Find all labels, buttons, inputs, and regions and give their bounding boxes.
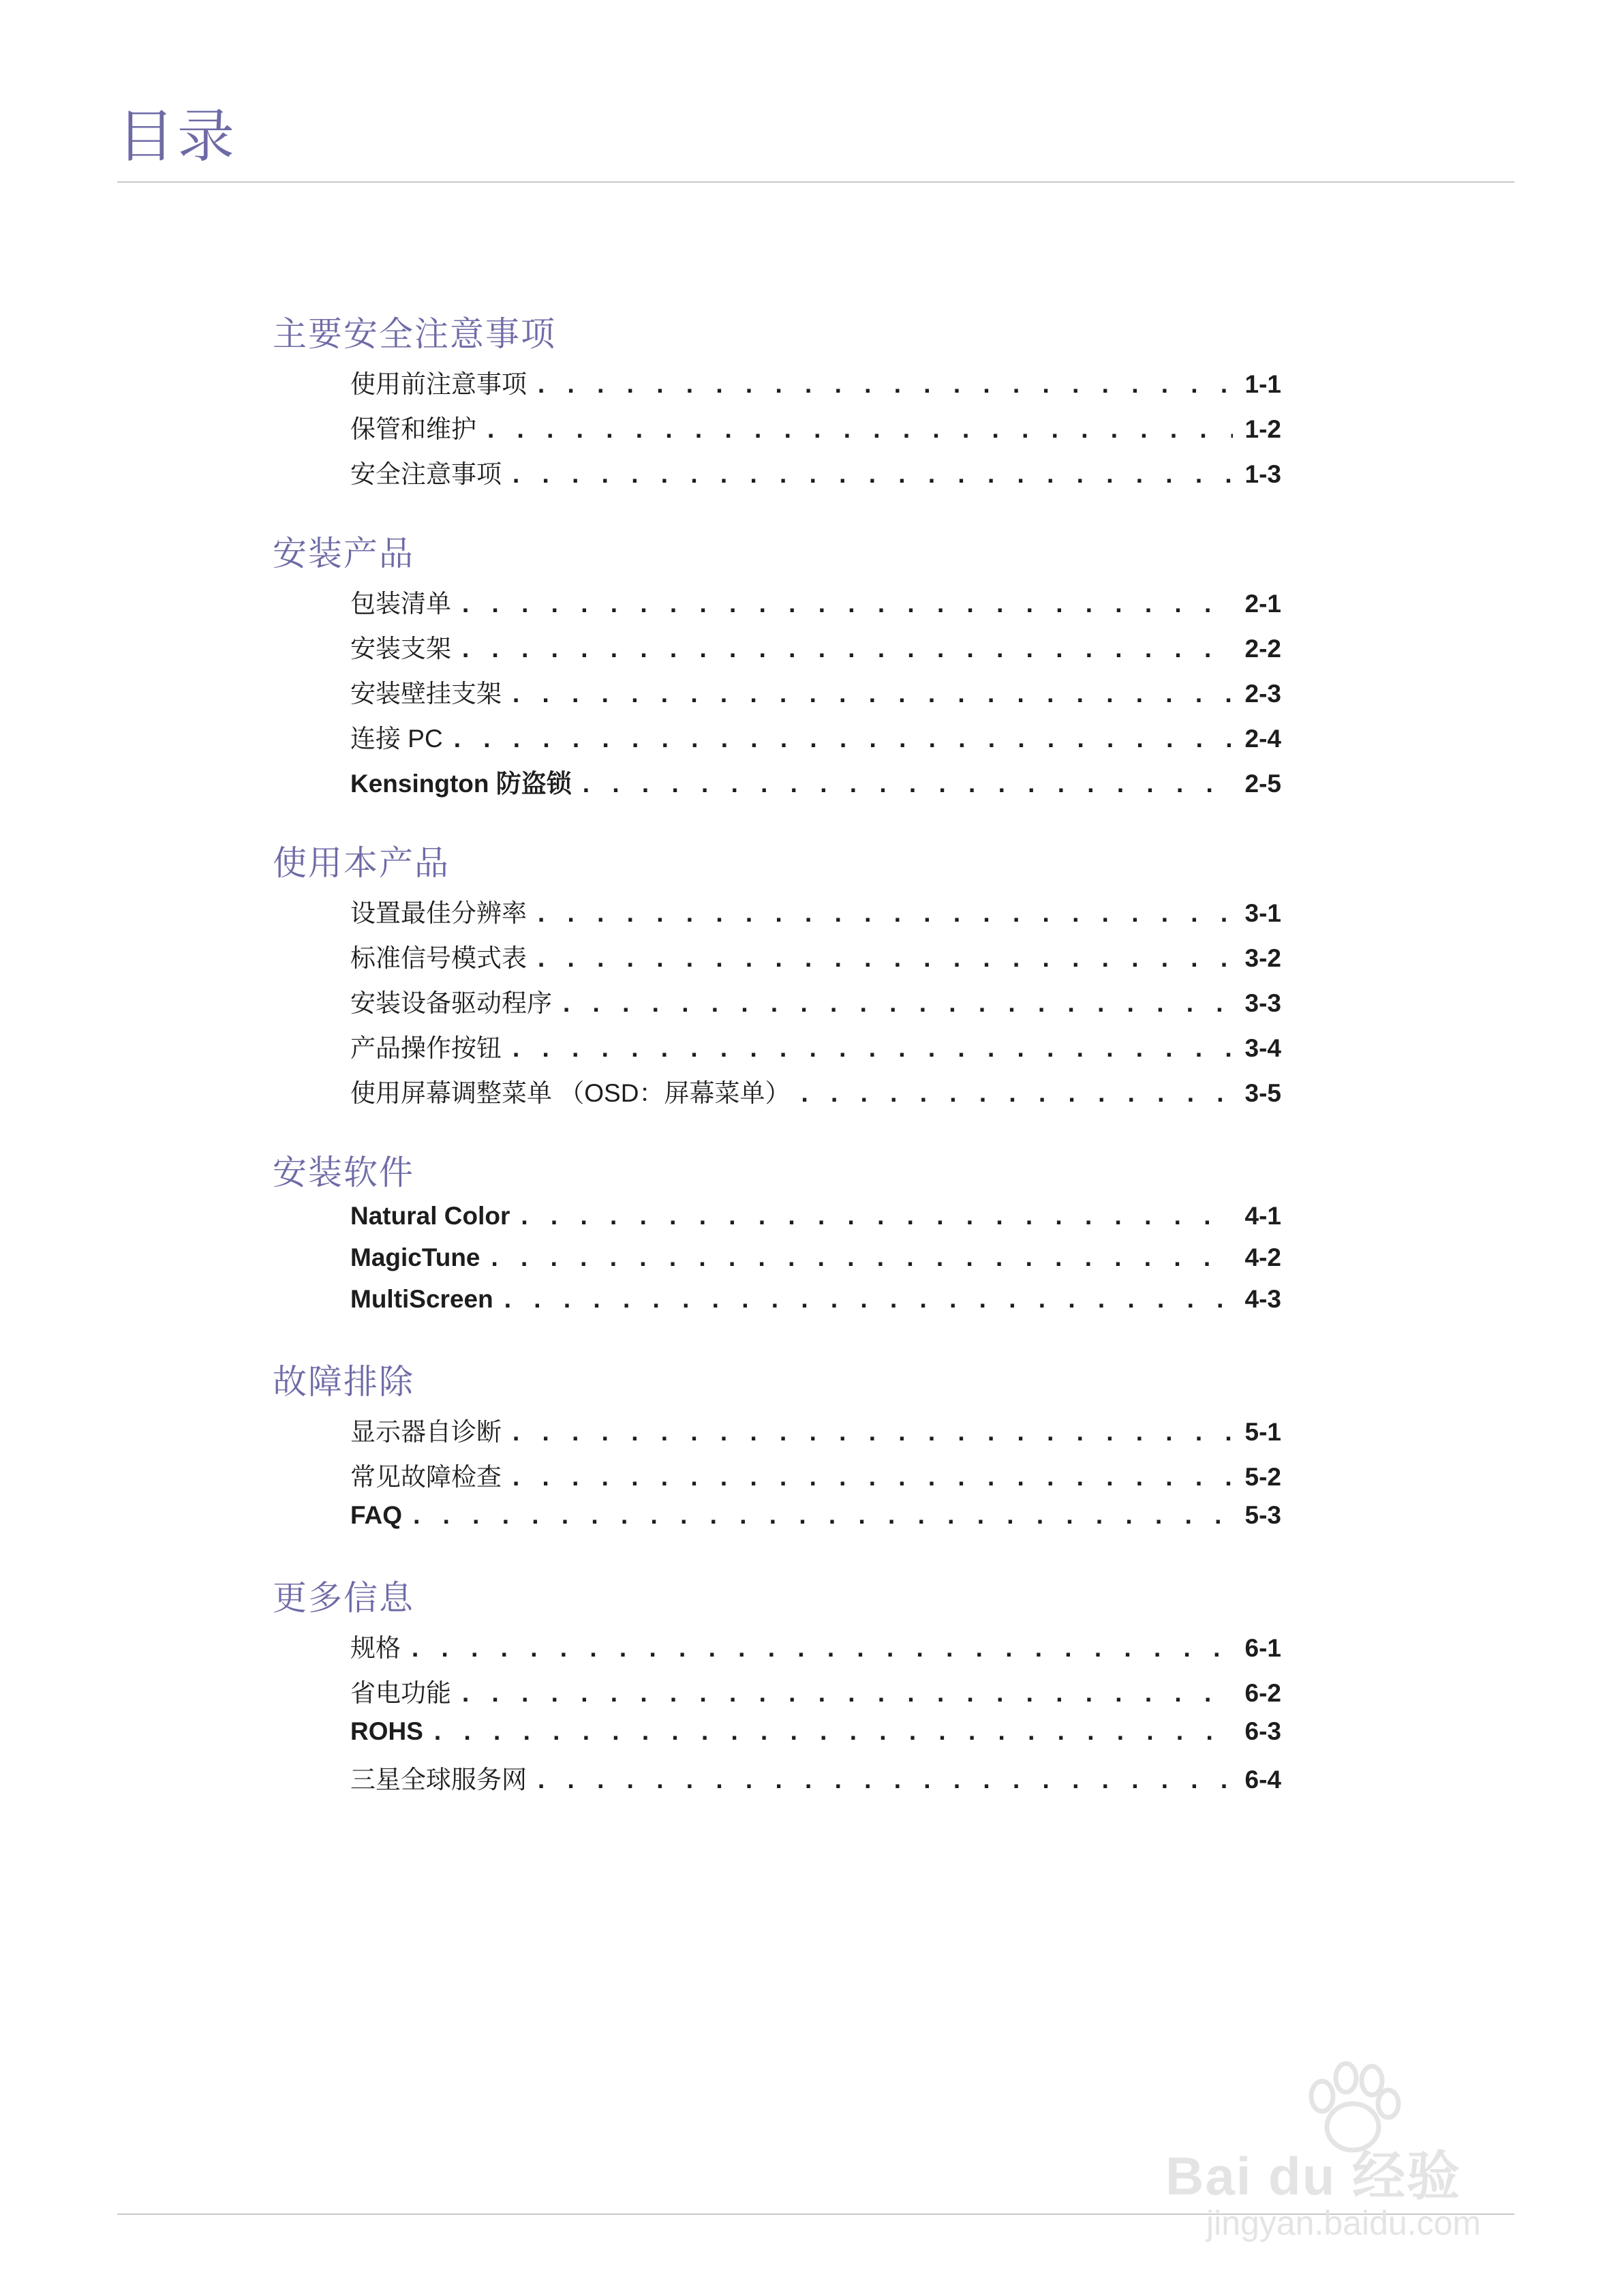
toc-page-number: 1-2	[1244, 415, 1281, 443]
toc-entry[interactable]	[350, 1501, 1281, 1543]
toc-entry[interactable]	[350, 1759, 1281, 1804]
dot-leader	[583, 770, 1233, 798]
toc-entry-label: 包装清单	[350, 590, 451, 618]
toc-entry[interactable]	[350, 1285, 1281, 1327]
toc-entry[interactable]	[350, 1672, 1281, 1717]
table-of-contents	[273, 310, 1281, 1835]
toc-page-number: 6-4	[1244, 1766, 1281, 1794]
dot-leader	[801, 1079, 1232, 1108]
dot-leader	[538, 899, 1233, 928]
dot-leader	[512, 1463, 1233, 1492]
toc-page-number: 2-4	[1244, 725, 1281, 753]
toc-page-number: 4-1	[1244, 1202, 1281, 1230]
toc-page-number: 3-5	[1244, 1079, 1281, 1107]
dot-leader	[512, 460, 1233, 489]
toc-page-number: 3-2	[1244, 944, 1281, 972]
dot-leader	[538, 370, 1233, 399]
dot-leader	[563, 989, 1233, 1018]
watermark-brand: Bai du 经验	[1165, 2146, 1462, 2206]
dot-leader	[521, 1202, 1232, 1230]
toc-page-number: 2-5	[1244, 770, 1281, 798]
toc-entry-label: 显示器自诊断	[350, 1418, 502, 1446]
dot-leader	[512, 1418, 1233, 1447]
toc-entry[interactable]	[350, 937, 1281, 982]
toc-entry[interactable]	[350, 718, 1281, 763]
toc-page-number: 3-1	[1244, 899, 1281, 927]
dot-leader	[504, 1285, 1233, 1314]
toc-entry[interactable]	[350, 1717, 1281, 1759]
section-title[interactable]: 更多信息	[273, 1578, 414, 1618]
dot-leader	[491, 1243, 1233, 1272]
toc-entry[interactable]	[350, 363, 1281, 408]
toc-page-number: 5-1	[1244, 1418, 1281, 1446]
toc-page-number: 5-3	[1244, 1501, 1281, 1529]
toc-entry-label: 设置最佳分辨率	[350, 899, 527, 927]
dot-leader	[462, 635, 1233, 663]
toc-entry-label: 安装设备驱动程序	[350, 989, 552, 1017]
toc-page-number: 5-2	[1244, 1463, 1281, 1491]
toc-section-more-info	[273, 1574, 1281, 1804]
toc-entry[interactable]	[350, 453, 1281, 498]
toc-entry-label: FAQ	[350, 1501, 403, 1529]
section-title[interactable]: 安装产品	[273, 534, 414, 573]
toc-entry[interactable]	[350, 1411, 1281, 1456]
toc-entry[interactable]	[350, 1243, 1281, 1285]
toc-entry-label: 三星全球服务网	[350, 1766, 527, 1794]
toc-entry[interactable]	[350, 763, 1281, 808]
toc-entry[interactable]	[350, 628, 1281, 673]
toc-entry-label: 产品操作按钮	[350, 1034, 502, 1062]
toc-entry-label: 保管和维护	[350, 415, 476, 443]
toc-entry[interactable]	[350, 892, 1281, 937]
dot-leader	[538, 1766, 1233, 1794]
toc-entry-label: 安全注意事项	[350, 460, 502, 488]
toc-entry[interactable]	[350, 1072, 1281, 1117]
toc-page-number: 6-1	[1244, 1634, 1281, 1662]
baidu-watermark	[1152, 2059, 1533, 2256]
toc-entry-label: 使用前注意事项	[350, 370, 527, 398]
toc-entry-label: 常见故障检查	[350, 1463, 502, 1491]
toc-page-number: 1-3	[1244, 460, 1281, 488]
toc-entry[interactable]	[350, 1027, 1281, 1072]
section-title[interactable]: 使用本产品	[273, 843, 450, 883]
toc-entry-label: MultiScreen	[350, 1285, 493, 1313]
toc-page-number: 3-4	[1244, 1034, 1281, 1062]
dot-leader	[462, 590, 1233, 618]
toc-section-troubleshooting	[273, 1358, 1281, 1543]
section-title[interactable]: 安装软件	[273, 1153, 414, 1192]
toc-section-software	[273, 1149, 1281, 1327]
dot-leader	[454, 725, 1233, 753]
toc-page-number: 6-2	[1244, 1679, 1281, 1707]
dot-leader	[512, 1034, 1233, 1063]
toc-page-number: 2-3	[1244, 680, 1281, 708]
toc-entry-label: 标准信号模式表	[350, 944, 527, 972]
page-title: 目录	[117, 103, 238, 170]
toc-entry-label: 安装支架	[350, 635, 451, 663]
toc-entry[interactable]	[350, 408, 1281, 453]
toc-entry-label: Natural Color	[350, 1202, 510, 1230]
toc-entry[interactable]	[350, 1627, 1281, 1672]
dot-leader	[487, 415, 1233, 444]
dot-leader	[538, 944, 1233, 973]
dot-leader	[462, 1679, 1233, 1708]
toc-page-number: 4-2	[1244, 1243, 1281, 1271]
toc-entry[interactable]	[350, 1202, 1281, 1243]
toc-section-usage	[273, 839, 1281, 1117]
toc-section-safety	[273, 310, 1281, 498]
toc-entry[interactable]	[350, 673, 1281, 718]
toc-entry-label: 连接 PC	[350, 725, 443, 753]
toc-page-number: 2-1	[1244, 590, 1281, 618]
toc-entry-label: 安装壁挂支架	[350, 680, 502, 708]
toc-entry[interactable]	[350, 583, 1281, 628]
toc-page-number: 4-3	[1244, 1285, 1281, 1313]
toc-entry-label: 使用屏幕调整菜单 （OSD：屏幕菜单）	[350, 1079, 791, 1107]
watermark-url: jingyan.baidu.com	[1206, 2204, 1482, 2242]
toc-page-number: 1-1	[1244, 370, 1281, 398]
toc-page-number: 2-2	[1244, 635, 1281, 663]
toc-entry-label: MagicTune	[350, 1243, 480, 1271]
section-title[interactable]: 故障排除	[273, 1362, 414, 1402]
toc-section-install	[273, 530, 1281, 808]
dot-leader	[434, 1717, 1233, 1746]
dot-leader	[512, 680, 1233, 708]
toc-entry-label: ROHS	[350, 1717, 423, 1745]
toc-entry[interactable]	[350, 1456, 1281, 1501]
toc-page-number: 6-3	[1244, 1717, 1281, 1745]
section-title[interactable]: 主要安全注意事项	[273, 314, 556, 354]
toc-entry-label: 省电功能	[350, 1679, 451, 1707]
dot-leader	[413, 1501, 1232, 1530]
title-divider	[117, 181, 1514, 183]
toc-entry-label: 规格	[350, 1634, 401, 1662]
toc-entry-label: Kensington 防盗锁	[350, 770, 572, 798]
toc-page-number: 3-3	[1244, 989, 1281, 1017]
toc-entry[interactable]	[350, 982, 1281, 1027]
dot-leader	[412, 1634, 1233, 1663]
